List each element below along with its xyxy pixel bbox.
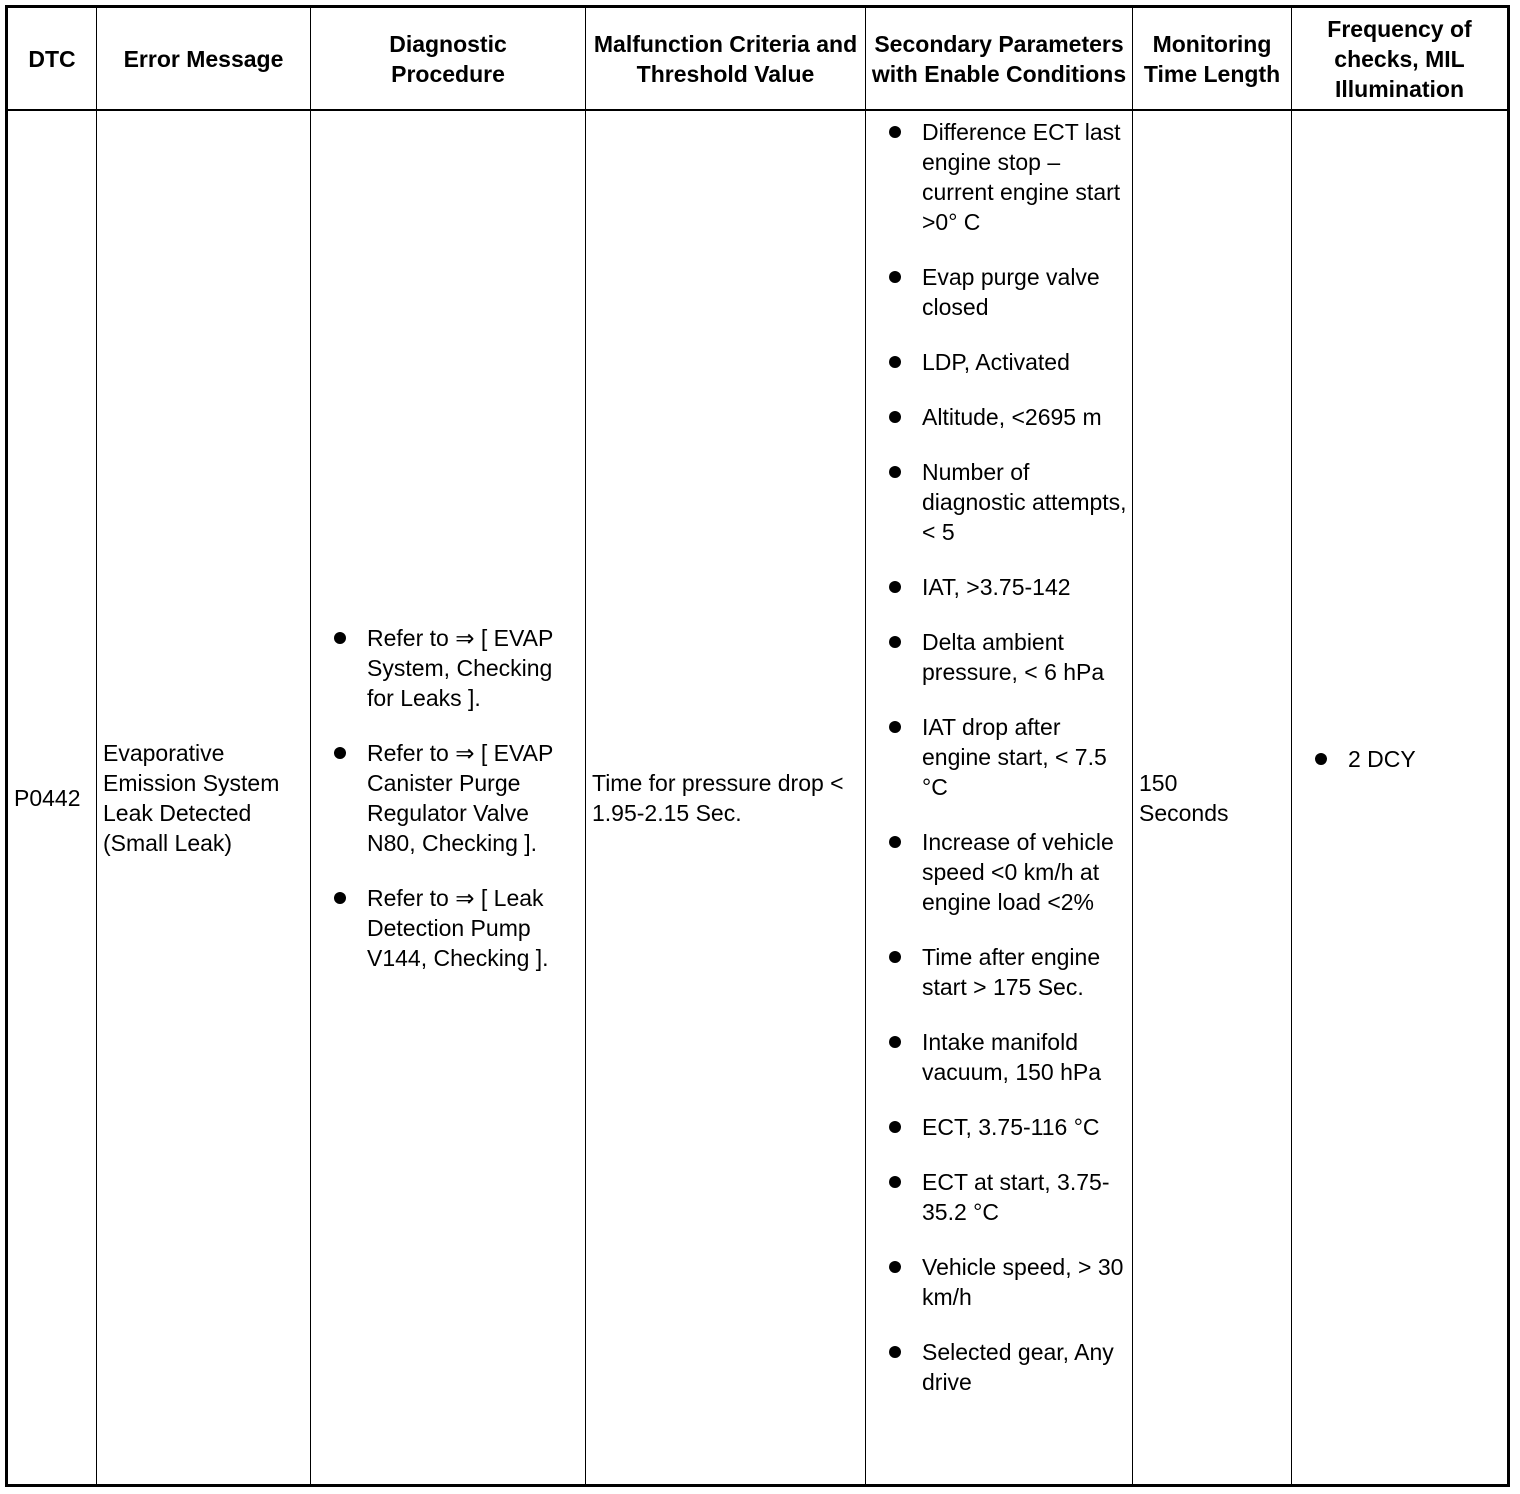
- list-item: IAT drop after engine start, < 7.5 °C: [886, 712, 1130, 802]
- header-malfunction-criteria: Malfunction Criteria and Threshold Value: [586, 7, 866, 111]
- list-item: Time after engine start > 175 Sec.: [886, 942, 1130, 1002]
- header-error-message: Error Message: [97, 7, 311, 111]
- list-item: Refer to ⇒ [ Leak Detection Pump V144, Checking ].: [331, 883, 581, 973]
- list-item: ECT at start, 3.75-35.2 °C: [886, 1167, 1130, 1227]
- list-item: ECT, 3.75-116 °C: [886, 1112, 1130, 1142]
- list-item: Refer to ⇒ [ EVAP System, Checking for Leaks ].: [331, 623, 581, 713]
- list-item: Difference ECT last engine stop – current engine start >0° C: [886, 117, 1130, 237]
- header-dtc: DTC: [7, 7, 97, 111]
- header-row: [7, 7, 1509, 111]
- list-item: Altitude, <2695 m: [886, 402, 1130, 432]
- header-frequency: Frequency of checks, MIL Illumination: [1292, 7, 1509, 111]
- diagnostic-procedure-list: [331, 623, 581, 973]
- header-secondary-parameters: Secondary Parameters with Enable Conditions: [866, 7, 1133, 111]
- secondary-parameters-list: [886, 117, 1130, 1397]
- list-item: Number of diagnostic attempts, < 5: [886, 457, 1130, 547]
- frequency-list: [1312, 744, 1501, 774]
- cell-malfunction-criteria: Time for pressure drop < 1.95-2.15 Sec.: [586, 110, 866, 1486]
- header-monitoring-time: Monitoring Time Length: [1133, 7, 1292, 111]
- table-row: [7, 110, 1509, 1486]
- header-diagnostic-procedure: Diagnostic Procedure: [311, 7, 586, 111]
- cell-monitoring-time: 150 Seconds: [1133, 110, 1292, 1486]
- list-item: Refer to ⇒ [ EVAP Canister Purge Regulator Valve N80, Checking ].: [331, 738, 581, 858]
- cell-dtc: P0442: [7, 110, 97, 1486]
- list-item: Selected gear, Any drive: [886, 1337, 1130, 1397]
- list-item: IAT, >3.75-142: [886, 572, 1130, 602]
- list-item: Intake manifold vacuum, 150 hPa: [886, 1027, 1130, 1087]
- list-item: Increase of vehicle speed <0 km/h at engine load <2%: [886, 827, 1130, 917]
- list-item: Vehicle speed, > 30 km/h: [886, 1252, 1130, 1312]
- cell-secondary-parameters: [866, 110, 1133, 1486]
- cell-diagnostic-procedure: [311, 110, 586, 1486]
- list-item: Evap purge valve closed: [886, 262, 1130, 322]
- list-item: 2 DCY: [1312, 744, 1501, 774]
- cell-error-message: Evaporative Emission System Leak Detected (Small Leak): [97, 110, 311, 1486]
- dtc-table: [5, 5, 1510, 1487]
- list-item: Delta ambient pressure, < 6 hPa: [886, 627, 1130, 687]
- cell-frequency: [1292, 110, 1509, 1486]
- list-item: LDP, Activated: [886, 347, 1130, 377]
